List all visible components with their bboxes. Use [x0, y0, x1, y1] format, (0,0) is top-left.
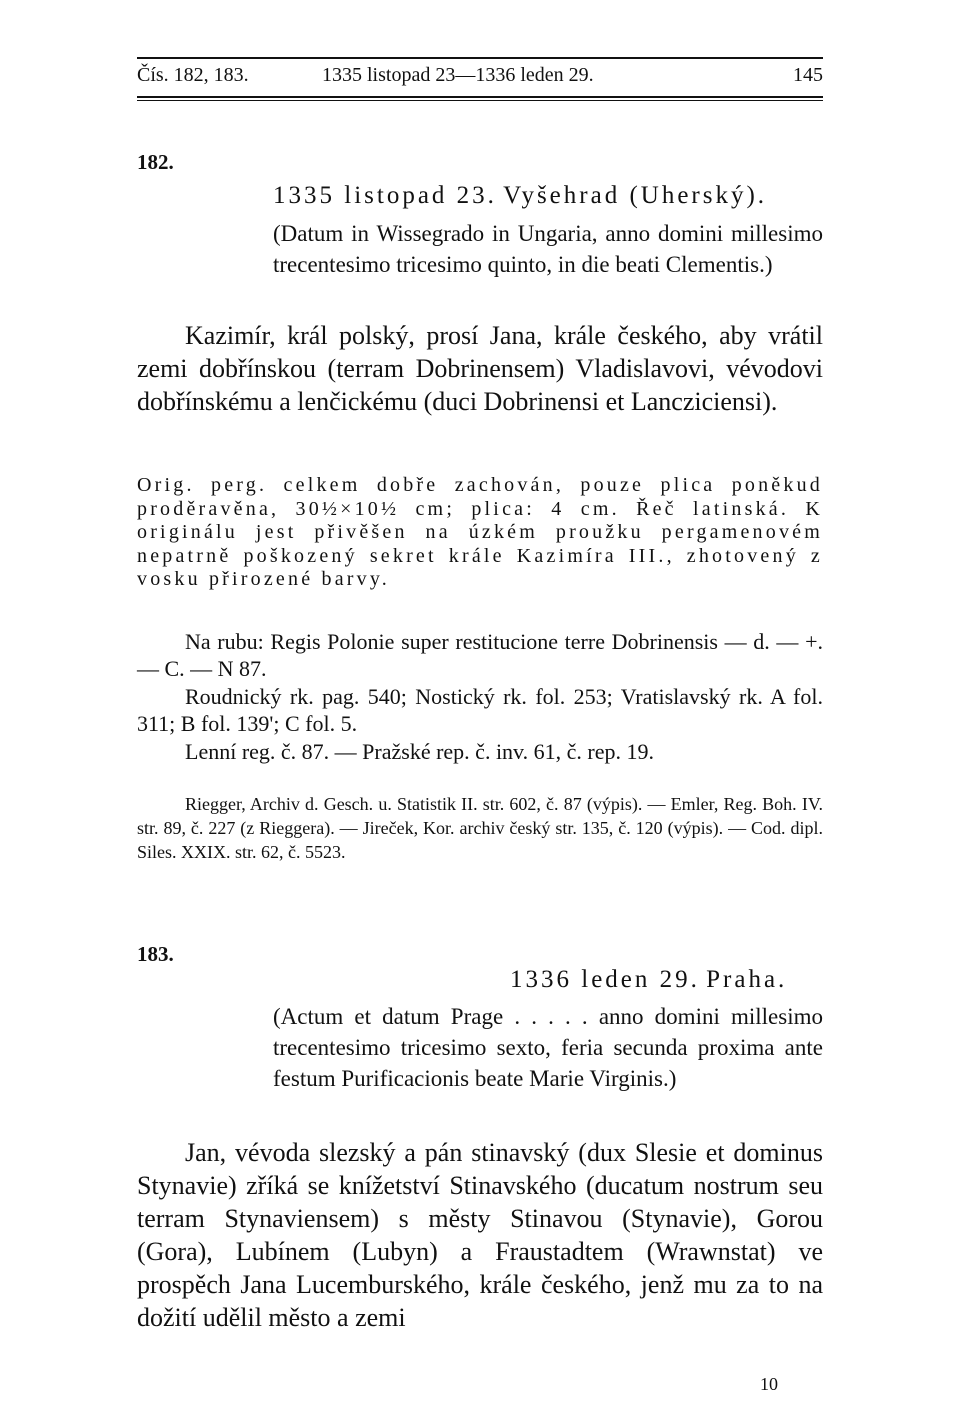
doc-183-place: Praha.	[706, 966, 788, 993]
header-page-number: 145	[793, 64, 823, 86]
signature-mark: 10	[760, 1374, 778, 1394]
doc-182-date: 1335 listopad 23.	[273, 182, 497, 209]
doc-182-description: Orig. perg. celkem dobře zachován, pouze plica poněkud proděravěna, 30½×10½ cm; plica: 4 cm. Řeč latinská. K originálu jest přivěšen na úzkém proužku pergamenovém nepatrně poškozený sekret krále Kazimíra III., zhotovený z vosku přirozené barvy.	[137, 474, 823, 590]
doc-183-dating-note: (Actum et datum Prage . . . . . anno domini millesimo trecentesimo tricesimo sexto, feria secunda proxima ante festum Purificacionis beate Marie Virginis.)	[273, 1004, 823, 1091]
doc-182-regest: Kazimír, král polský, prosí Jana, krále českého, aby vrátil zemi dobřínskou (terram Dobrinensem) Vladislavovi, vévodovi dobřínskému a lenčickému (duci Dobrinensi et Lancziciensi).	[137, 321, 823, 416]
doc-183-date: 1336 leden 29.	[510, 966, 700, 993]
doc-182-literature: Riegger, Archiv d. Gesch. u. Statistik II. str. 602, č. 87 (výpis). — Emler, Reg. Boh. IV. str. 89, č. 227 (z Rieggera). — Jireček, Kor. archiv český str. 135, č. 120 (výpis). — Cod. dipl. Siles. XXIX. str. 62, č. 5523.	[137, 794, 823, 862]
header-document-numbers: Čís. 182, 183.	[137, 64, 249, 86]
header-bottom-rule	[137, 96, 823, 98]
doc-182-dating-note: (Datum in Wissegrado in Ungaria, anno domini millesimo trecentesimo tricesimo quinto, in die beati Clementis.)	[273, 221, 823, 277]
doc-182-number: 182.	[137, 150, 174, 174]
doc-183-date-heading	[510, 966, 787, 994]
doc-183-number: 183.	[137, 942, 174, 966]
doc-182-dorsal-note: Na rubu: Regis Polonie super restitucione terre Dobrinensis — d. — +. — C. — N 87.	[137, 629, 823, 681]
doc-183-regest: Jan, vévoda slezský a pán stinavský (dux Slesie et dominus Stynavie) zříká se knížetství Stinavského (ducatum nostrum seu terram Stynaviensem) s městy Stinavou (Stynavie), Gorou (Gora), Lubínem (Lubyn) a Fraustadtem (Wrawnstat) ve prospěch Jana Lucemburského, krále českého, jenž mu za to na dožití udělil město a zemi	[137, 1138, 823, 1332]
doc-182-fief-registers: Lenní reg. č. 87. — Pražské rep. č. inv. 61, č. rep. 19.	[185, 739, 654, 764]
doc-182-place: Vyšehrad (Uherský).	[503, 182, 768, 209]
doc-182-date-heading	[273, 182, 767, 210]
doc-182-registers: Roudnický rk. pag. 540; Nostický rk. fol. 253; Vratislavský rk. A fol. 311; B fol. 139'; C fol. 5.	[137, 684, 823, 736]
header-date-range: 1335 listopad 23—1336 leden 29.	[322, 64, 594, 86]
header-top-rule	[137, 57, 823, 59]
header-bottom-rule-thin	[137, 100, 823, 101]
